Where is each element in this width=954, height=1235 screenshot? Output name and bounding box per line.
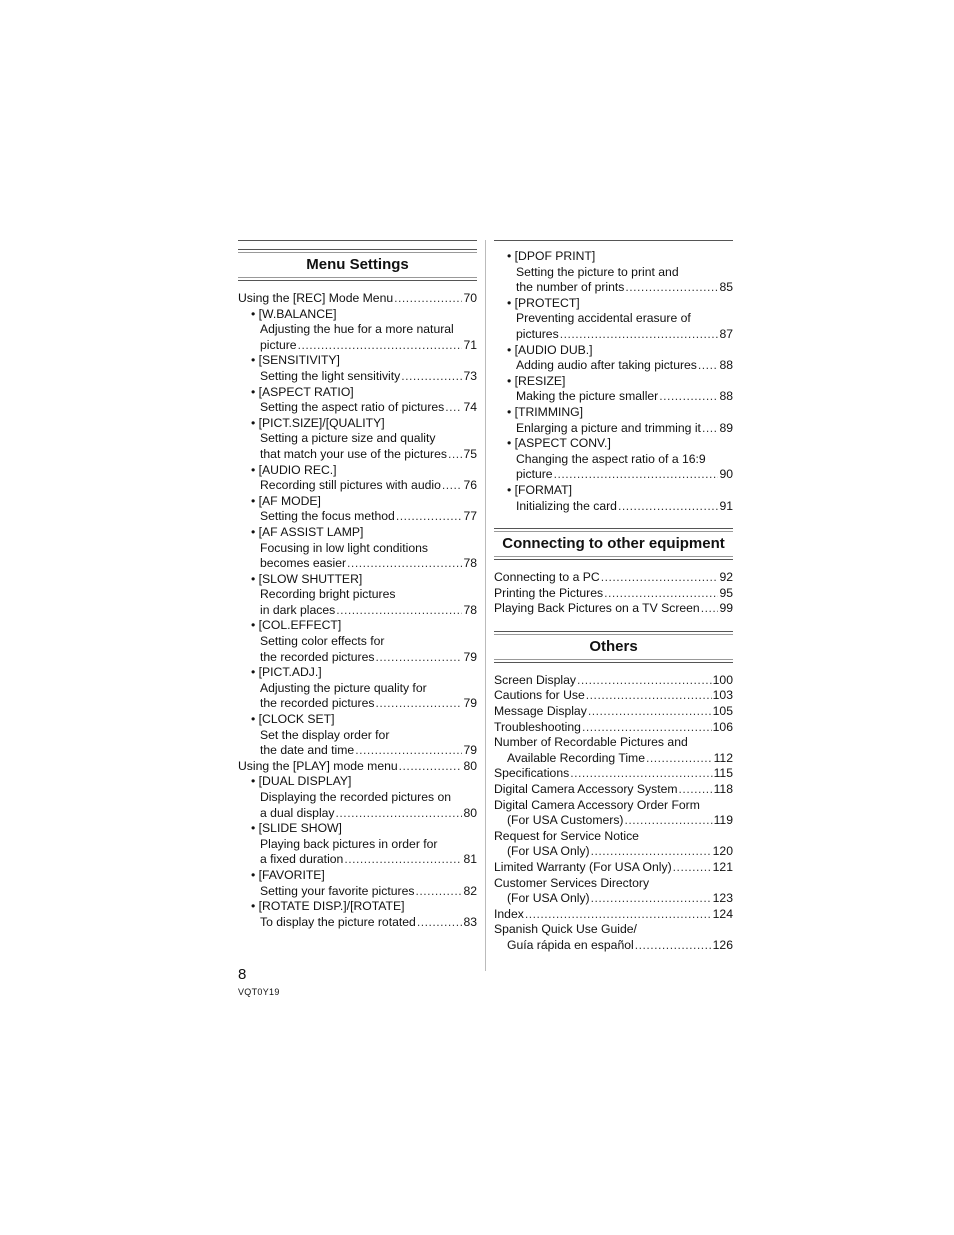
- toc-entry-label: Printing the Pictures: [494, 585, 604, 600]
- toc-bullet-label: • [SENSITIVITY]: [251, 353, 340, 368]
- leader-dots: [394, 291, 462, 307]
- toc-page-number: 87: [719, 326, 733, 341]
- top-rule: [238, 240, 477, 249]
- leader-dots: [525, 907, 712, 923]
- toc-entry[interactable]: [494, 922, 733, 953]
- play-menu-items: [238, 774, 477, 930]
- column-divider: [485, 240, 486, 971]
- toc-page-number: 75: [463, 446, 477, 461]
- toc-page-number: 88: [719, 389, 733, 404]
- toc-bullet-label: • [SLOW SHUTTER]: [251, 571, 363, 586]
- toc-entry-row[interactable]: [494, 766, 733, 782]
- leader-dots: [376, 696, 463, 712]
- toc-entry-row[interactable]: [238, 478, 477, 494]
- toc-entry-label: Using the [REC] Mode Menu: [238, 291, 394, 305]
- leader-dots: [448, 447, 462, 463]
- toc-bullet-entry[interactable]: [238, 307, 477, 354]
- leader-dots: [586, 688, 712, 704]
- toc-entry-label: Setting your favorite pictures: [260, 883, 415, 898]
- toc-entry-row[interactable]: [238, 884, 477, 900]
- toc-page-number: 73: [463, 368, 477, 383]
- toc-column-left: [238, 240, 477, 930]
- leader-dots: [601, 570, 719, 586]
- toc-entry-row[interactable]: [494, 860, 733, 876]
- toc-entry-label: becomes easier: [260, 556, 347, 571]
- leader-dots: [376, 650, 463, 666]
- toc-entry-label: Screen Display: [494, 672, 576, 687]
- toc-entry-label: Connecting to a PC: [494, 570, 600, 585]
- toc-entry-label: (For USA Customers): [507, 813, 624, 828]
- toc-entry-row[interactable]: [494, 421, 733, 437]
- leader-dots: [673, 860, 712, 876]
- toc-bullet-label: • [ASPECT CONV.]: [507, 436, 611, 451]
- toc-page-number: 112: [713, 750, 733, 765]
- toc-entry-row[interactable]: [494, 601, 733, 617]
- toc-entry-label: Adding audio after taking pictures: [516, 358, 697, 373]
- toc-page-number: 123: [712, 891, 733, 906]
- leader-dots: [702, 421, 719, 437]
- leader-dots: [618, 499, 718, 515]
- toc-entry-row[interactable]: [494, 570, 733, 586]
- connecting-entries: [494, 570, 733, 617]
- toc-entry-row[interactable]: [494, 586, 733, 602]
- toc-bullet-label: • [ROTATE DISP.]/[ROTATE]: [251, 899, 405, 914]
- section-title: Connecting to other equipment: [494, 531, 733, 557]
- toc-entry-row[interactable]: [494, 813, 733, 829]
- toc-bullet-label: • [DPOF PRINT]: [507, 249, 596, 263]
- toc-entry-row[interactable]: [238, 400, 477, 416]
- toc-entry-row[interactable]: [494, 673, 733, 689]
- toc-page-number: 80: [463, 758, 477, 773]
- leader-dots: [355, 743, 462, 759]
- toc-page-number: 89: [719, 420, 733, 435]
- toc-entry-row[interactable]: [238, 806, 477, 822]
- leader-dots: [570, 766, 712, 782]
- toc-page-number: 79: [463, 649, 477, 664]
- toc-entry-description: Setting the picture to print and: [516, 264, 679, 279]
- leader-dots: [396, 509, 463, 525]
- leader-dots: [554, 467, 719, 483]
- toc-page-number: 115: [713, 766, 733, 781]
- toc-entry-row[interactable]: [238, 447, 477, 463]
- toc-page-number: 120: [712, 844, 733, 859]
- leader-dots: [679, 782, 713, 798]
- toc-bullet-label: • [PICT.ADJ.]: [251, 665, 322, 680]
- toc-page-number: 99: [719, 601, 733, 616]
- play-menu-items-continued: [494, 249, 733, 514]
- toc-page-number: 78: [463, 556, 477, 571]
- toc-bullet-label: • [W.BALANCE]: [251, 306, 337, 321]
- toc-bullet-label: • [RESIZE]: [507, 373, 566, 388]
- toc-bullet-entry[interactable]: [238, 899, 477, 930]
- toc-entry-row[interactable]: [494, 358, 733, 374]
- toc-entry-label: Troubleshooting: [494, 719, 581, 734]
- leader-dots: [560, 327, 719, 343]
- toc-entry-label: the number of prints: [516, 280, 625, 295]
- toc-page-number: 92: [719, 570, 733, 585]
- toc-bullet-entry[interactable]: [238, 416, 477, 463]
- toc-entry-label: Specifications: [494, 766, 570, 781]
- toc-entry-label: Customer Services Directory: [494, 875, 650, 890]
- toc-bullet-label: • [CLOCK SET]: [251, 712, 335, 727]
- leader-dots: [646, 751, 713, 767]
- toc-bullet-entry[interactable]: [238, 868, 477, 899]
- toc-entry-row[interactable]: [238, 915, 477, 931]
- toc-entry-description: Changing the aspect ratio of a 16:9: [516, 451, 706, 466]
- toc-entry-row[interactable]: [238, 852, 477, 868]
- toc-entry-row[interactable]: [238, 650, 477, 666]
- toc-entry-label: (For USA Only): [507, 891, 590, 906]
- toc-page-number: 91: [719, 498, 733, 513]
- section-header-menu-settings: [238, 249, 477, 281]
- toc-bullet-entry[interactable]: [494, 405, 733, 436]
- toc-entry-label: Request for Service Notice: [494, 828, 639, 843]
- toc-bullet-entry[interactable]: [238, 665, 477, 712]
- toc-entry-label: Using the [PLAY] mode menu: [238, 758, 398, 773]
- toc-entry[interactable]: [494, 907, 733, 923]
- toc-entry-play-mode[interactable]: [238, 759, 477, 775]
- toc-entry-row[interactable]: [494, 844, 733, 860]
- toc-entry-row[interactable]: [494, 891, 733, 907]
- leader-dots: [588, 704, 712, 720]
- section-title: Menu Settings: [238, 252, 477, 278]
- toc-bullet-label: • [PROTECT]: [507, 295, 580, 310]
- toc-entry-label: Index: [494, 906, 524, 921]
- leader-dots: [336, 806, 463, 822]
- leader-dots: [347, 556, 462, 572]
- section-header-others: [494, 631, 733, 663]
- toc-bullet-entry[interactable]: [238, 572, 477, 619]
- leader-dots: [417, 915, 463, 931]
- toc-bullet-entry[interactable]: [238, 618, 477, 665]
- toc-bullet-label: • [ASPECT RATIO]: [251, 384, 354, 399]
- toc-entry-label: picture: [260, 337, 297, 352]
- section-header-connecting: [494, 528, 733, 560]
- toc-entry-description: Adjusting the picture quality for: [260, 680, 427, 695]
- toc-bullet-label: • [PICT.SIZE]/[QUALITY]: [251, 415, 385, 430]
- toc-page-number: 88: [719, 358, 733, 373]
- toc-bullet-entry[interactable]: [238, 385, 477, 416]
- toc-entry-row[interactable]: [494, 907, 733, 923]
- leader-dots: [591, 891, 712, 907]
- toc-entry[interactable]: [494, 860, 733, 876]
- toc-entry-row[interactable]: [238, 743, 477, 759]
- document-code: VQT0Y19: [238, 987, 280, 997]
- toc-entry-row[interactable]: [494, 720, 733, 736]
- toc-page-number: 80: [463, 805, 477, 820]
- leader-dots: [577, 673, 712, 689]
- toc-bullet-entry[interactable]: [238, 353, 477, 384]
- toc-bullet-label: • [AUDIO DUB.]: [507, 342, 593, 357]
- toc-entry-label: Setting the light sensitivity: [260, 368, 401, 383]
- toc-entry-label: Enlarging a picture and trimming it: [516, 420, 701, 435]
- toc-page-number: 82: [463, 883, 477, 898]
- toc-page-number: 83: [463, 914, 477, 929]
- toc-page-number: 70: [463, 291, 477, 305]
- toc-entry-row[interactable]: [238, 603, 477, 619]
- toc-page-number: 121: [712, 860, 733, 874]
- toc-page-number: 106: [712, 719, 733, 734]
- toc-entry[interactable]: [494, 829, 733, 860]
- toc-entry-row[interactable]: [238, 696, 477, 712]
- toc-entry-label: Digital Camera Accessory System: [494, 782, 678, 797]
- toc-entry-row[interactable]: [238, 338, 477, 354]
- toc-entry-row[interactable]: [494, 938, 733, 954]
- leader-dots: [415, 884, 462, 900]
- leader-dots: [445, 400, 462, 416]
- toc-bullet-entry[interactable]: [494, 436, 733, 483]
- toc-entry[interactable]: [494, 570, 733, 586]
- toc-entry-label: in dark places: [260, 602, 336, 617]
- rec-menu-items: [238, 307, 477, 759]
- toc-entry[interactable]: [494, 766, 733, 782]
- toc-bullet-entry[interactable]: [494, 296, 733, 343]
- toc-page-number: 81: [463, 852, 477, 867]
- leader-dots: [442, 478, 463, 494]
- toc-bullet-entry[interactable]: [238, 712, 477, 759]
- toc-page-number: 79: [463, 743, 477, 758]
- toc-bullet-label: • [AF MODE]: [251, 493, 321, 508]
- toc-entry-row[interactable]: [494, 688, 733, 704]
- toc-entry-label: a dual display: [260, 805, 335, 820]
- toc-page-number: 74: [463, 400, 477, 415]
- toc-bullet-entry[interactable]: [494, 343, 733, 374]
- toc-page-number: 124: [712, 906, 733, 921]
- toc-page-number: 85: [719, 280, 733, 295]
- toc-entry-label: Number of Recordable Pictures and: [494, 735, 688, 750]
- leader-dots: [625, 280, 718, 296]
- toc-bullet-label: • [FORMAT]: [507, 482, 572, 497]
- toc-entry-row[interactable]: [494, 389, 733, 405]
- leader-dots: [298, 338, 463, 354]
- toc-bullet-label: • [SLIDE SHOW]: [251, 821, 342, 836]
- toc-entry-label: Setting the focus method: [260, 509, 395, 524]
- toc-entry-label: Making the picture smaller: [516, 389, 659, 404]
- toc-entry[interactable]: [494, 782, 733, 798]
- toc-page-number: 105: [712, 704, 733, 719]
- toc-bullet-entry[interactable]: [494, 483, 733, 514]
- toc-entry-label: (For USA Only): [507, 844, 590, 859]
- toc-entry-label: Message Display: [494, 704, 587, 719]
- toc-page-number: 95: [719, 585, 733, 600]
- toc-bullet-entry[interactable]: [238, 494, 477, 525]
- leader-dots: [698, 358, 719, 374]
- toc-entry-description: Set the display order for: [260, 727, 390, 742]
- toc-entry-row[interactable]: [238, 369, 477, 385]
- toc-entry-rec-mode[interactable]: [238, 291, 477, 307]
- toc-entry-label: Spanish Quick Use Guide/: [494, 922, 637, 937]
- leader-dots: [336, 603, 462, 619]
- toc-entry-label: Cautions for Use: [494, 688, 585, 703]
- toc-entry-label: Limited Warranty (For USA Only): [494, 860, 672, 874]
- toc-page-number: 103: [712, 688, 733, 703]
- toc-entry-description: Focusing in low light conditions: [260, 540, 429, 555]
- leader-dots: [591, 844, 712, 860]
- others-entries: [494, 673, 733, 954]
- toc-entry-description: Setting color effects for: [260, 634, 385, 649]
- toc-entry[interactable]: [494, 720, 733, 736]
- section-title: Others: [494, 634, 733, 660]
- leader-dots: [701, 601, 719, 617]
- toc-bullet-label: • [DUAL DISPLAY]: [251, 774, 352, 789]
- page-number: 8: [238, 966, 247, 983]
- toc-entry-label: To display the picture rotated: [260, 914, 416, 929]
- toc-entry-description: Playing back pictures in order for: [260, 836, 438, 851]
- toc-page-number: 118: [713, 782, 733, 797]
- toc-bullet-label: • [FAVORITE]: [251, 867, 325, 882]
- toc-entry[interactable]: [494, 735, 733, 766]
- toc-entry-label: a fixed duration: [260, 852, 344, 867]
- toc-page-number: 126: [712, 937, 733, 952]
- toc-column-right: [494, 240, 733, 954]
- leader-dots: [624, 813, 712, 829]
- toc-page-number: 90: [719, 467, 733, 482]
- top-rule: [494, 240, 733, 249]
- toc-entry-label: Digital Camera Accessory Order Form: [494, 797, 700, 812]
- toc-page-number: 79: [463, 696, 477, 711]
- toc-page-number: 71: [463, 337, 477, 352]
- toc-page-number: 100: [712, 672, 733, 687]
- toc-entry-label: Playing Back Pictures on a TV Screen: [494, 601, 700, 616]
- toc-entry-label: the recorded pictures: [260, 649, 375, 664]
- toc-entry-row[interactable]: [494, 782, 733, 798]
- toc-entry-row[interactable]: [494, 704, 733, 720]
- toc-bullet-entry[interactable]: [238, 821, 477, 868]
- toc-bullet-label: • [COL.EFFECT]: [251, 618, 342, 633]
- toc-bullet-entry[interactable]: [494, 374, 733, 405]
- toc-bullet-entry[interactable]: [238, 525, 477, 572]
- toc-page-number: 119: [713, 813, 733, 828]
- toc-entry[interactable]: [494, 601, 733, 617]
- toc-entry-row[interactable]: [494, 327, 733, 343]
- toc-entry-label: Initializing the card: [516, 498, 617, 513]
- toc-entry[interactable]: [494, 798, 733, 829]
- toc-entry-label: pictures: [516, 326, 559, 341]
- toc-entry-row[interactable]: [494, 499, 733, 515]
- toc-bullet-entry[interactable]: [494, 249, 733, 296]
- toc-entry-label: the date and time: [260, 743, 355, 758]
- toc-entry-description: Adjusting the hue for a more natural: [260, 322, 454, 337]
- toc-entry-label: Recording still pictures with audio: [260, 478, 441, 493]
- toc-entry-row[interactable]: [494, 467, 733, 483]
- toc-bullet-label: • [TRIMMING]: [507, 404, 584, 419]
- toc-entry-label: picture: [516, 467, 553, 482]
- toc-bullet-label: • [AUDIO REC.]: [251, 462, 337, 477]
- toc-bullet-entry[interactable]: [238, 774, 477, 821]
- toc-entry-row[interactable]: [238, 509, 477, 525]
- toc-entry-row[interactable]: [494, 751, 733, 767]
- toc-entry-label: Available Recording Time: [507, 750, 645, 765]
- leader-dots: [344, 852, 462, 868]
- toc-entry-label: Setting the aspect ratio of pictures: [260, 400, 445, 415]
- toc-entry-description: Recording bright pictures: [260, 587, 396, 602]
- toc-entry[interactable]: [494, 688, 733, 704]
- toc-entry-description: Displaying the recorded pictures on: [260, 790, 452, 804]
- leader-dots: [659, 389, 718, 405]
- toc-entry-label: Guía rápida en español: [507, 937, 634, 952]
- leader-dots: [635, 938, 712, 954]
- toc-page-number: 77: [463, 509, 477, 524]
- leader-dots: [604, 586, 718, 602]
- toc-entry-row[interactable]: [494, 280, 733, 296]
- toc-page-number: 76: [463, 478, 477, 493]
- toc-bullet-entry[interactable]: [238, 463, 477, 494]
- leader-dots: [582, 720, 712, 736]
- toc-entry[interactable]: [494, 586, 733, 602]
- leader-dots: [401, 369, 462, 385]
- toc-bullet-label: • [AF ASSIST LAMP]: [251, 524, 364, 539]
- toc-entry-label: that match your use of the pictures: [260, 446, 447, 461]
- toc-entry-row[interactable]: [238, 556, 477, 572]
- toc-entry[interactable]: [494, 876, 733, 907]
- toc-entry-description: Setting a picture size and quality: [260, 431, 436, 446]
- toc-entry[interactable]: [494, 673, 733, 689]
- toc-entry-description: Preventing accidental erasure of: [516, 311, 691, 326]
- toc-entry[interactable]: [494, 704, 733, 720]
- toc-page-number: 78: [463, 602, 477, 617]
- leader-dots: [399, 759, 463, 775]
- toc-entry-label: the recorded pictures: [260, 696, 375, 711]
